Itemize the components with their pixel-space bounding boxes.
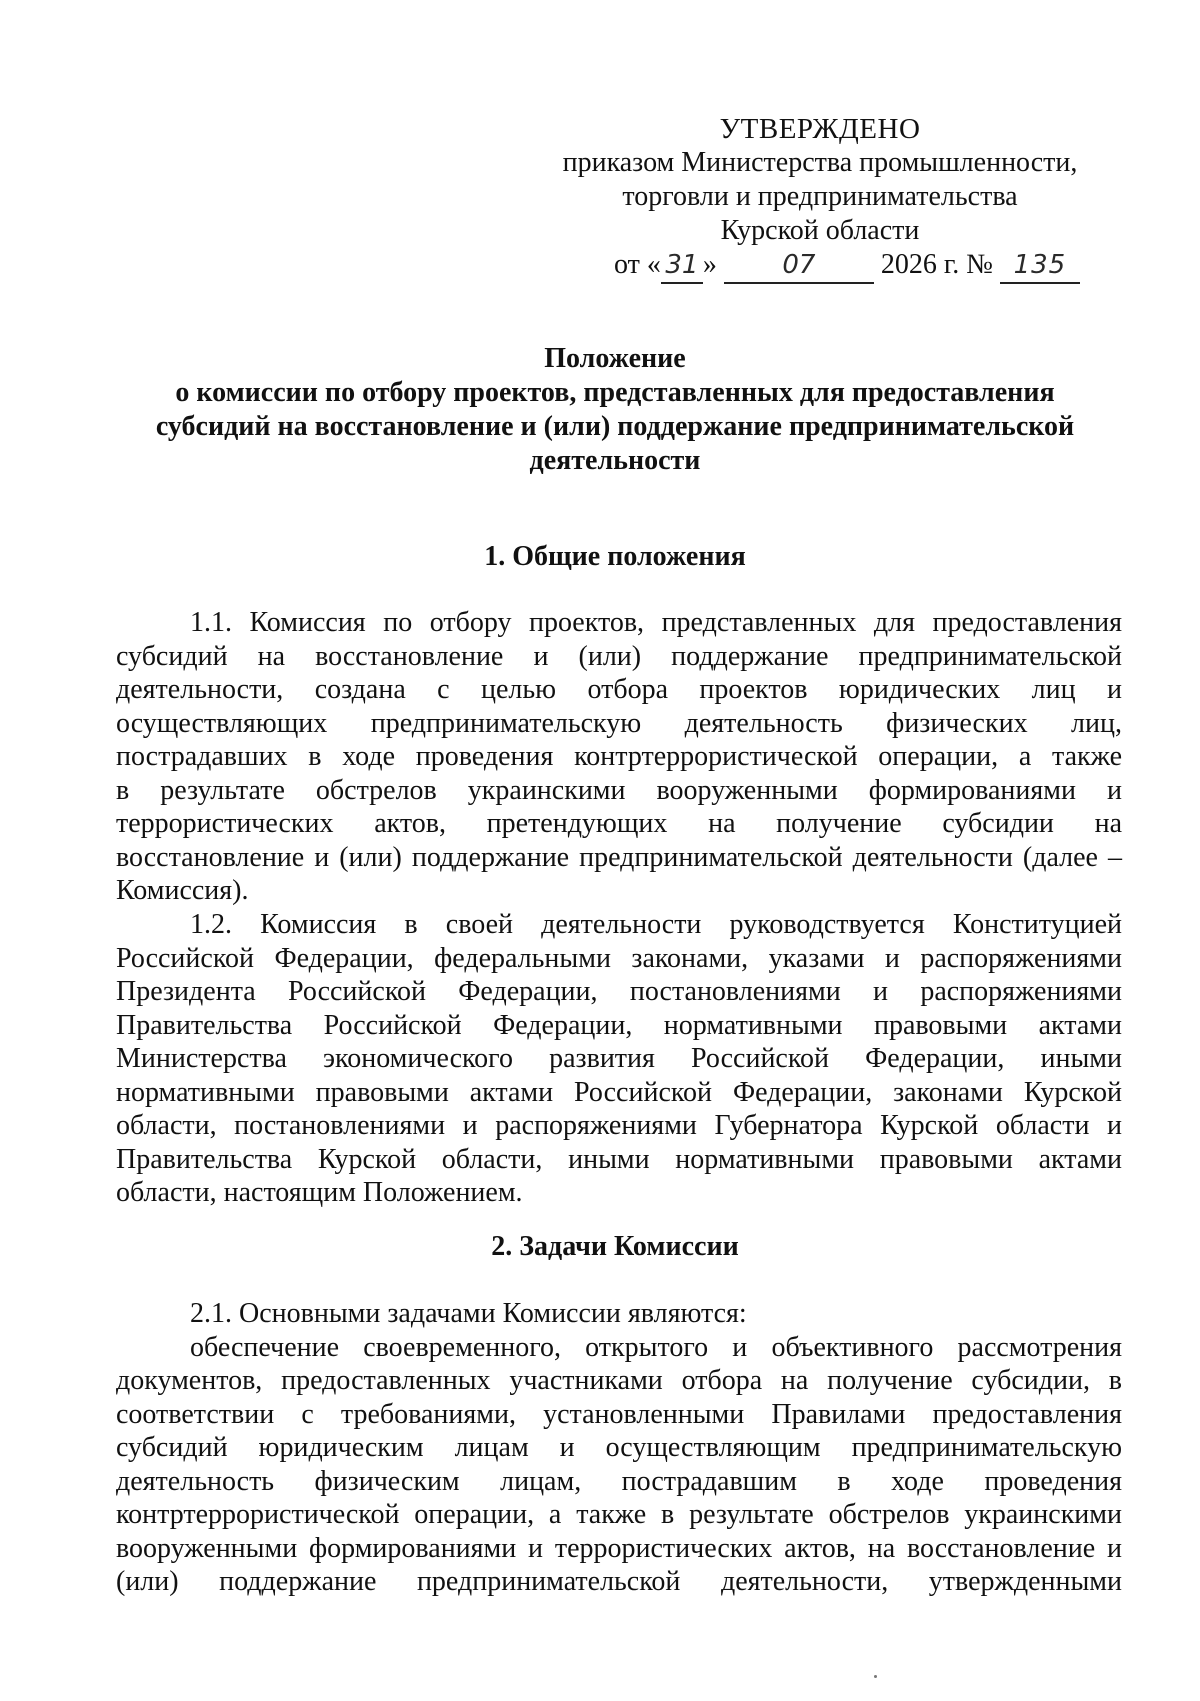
date-prefix: от « [614,249,661,280]
title-line-2: о комиссии по отбору проектов, представленных для предоставления [175,377,1055,408]
paragraph-line: вооруженными формированиями и террористических актов, на восстановление и [116,1532,1122,1564]
handwritten-month: 07 [724,248,874,284]
title-line-4: деятельности [529,445,701,476]
document-title [110,342,1120,478]
paragraph-line: террористических актов, претендующих на получение субсидии на [116,808,1122,839]
paragraph-line: субсидий на восстановление и (или) поддержание предпринимательской [116,640,1122,672]
approval-title: УТВЕРЖДЕНО [719,113,921,145]
handwritten-day: 31 [661,248,703,284]
paragraph-line: субсидий юридическим лицам и осуществляющим предпринимательскую [116,1432,1122,1463]
handwritten-order-number: 135 [1000,248,1080,284]
paragraph-line: деятельности, создана с целью отбора проектов юридических лиц и [116,674,1122,705]
paragraph-line: 2.1. Основными задачами Комиссии являются: [190,1298,747,1329]
paragraph-line: обеспечение своевременного, открытого и объективного рассмотрения [190,1331,1122,1363]
paragraph-line: 1.2. Комиссия в своей деятельности руководствуется Конституцией [190,909,1122,940]
date-mid: » [702,249,717,280]
paragraph-line: в результате обстрелов украинскими вооруженными формированиями и [116,774,1122,806]
paragraph-line: Правительства Российской Федерации, нормативными правовыми актами [116,1009,1122,1041]
paragraph-line: документов, предоставленных участниками отбора на получение субсидии, в [116,1365,1122,1396]
approval-line-1: приказом Министерства промышленности, [562,147,1078,178]
paragraph-line: области, постановлениями и распоряжениями Губернатора Курской области и [116,1110,1122,1141]
title-line-3: субсидий на восстановление и (или) поддержание предпринимательской [155,411,1075,442]
paragraph-line: Комиссия). [116,875,249,906]
paragraph-1-1 [116,606,1122,908]
paragraph-line: (или) поддержание предпринимательской деятельности, утвержденными [116,1566,1122,1597]
approval-block [560,112,1080,284]
year-and-number-label: 2026 г. № [880,249,993,280]
approval-line-2: торговли и предпринимательства [622,181,1018,212]
paragraph-1-2 [116,908,1122,1210]
paragraph-line: нормативными правовыми актами Российской Федерации, законами Курской [116,1076,1122,1108]
approval-date-line [560,248,1080,284]
paragraph-line: пострадавших в ходе проведения контртеррористической операции, а также [116,741,1122,772]
section-2-heading: 2. Задачи Комиссии [491,1231,739,1262]
scan-artifact-dot [874,1675,877,1678]
paragraph-line: Правительства Курской области, иными нормативными правовыми актами [116,1143,1122,1175]
paragraph-line: Российской Федерации, федеральными законами, указами и распоряжениями [116,942,1122,974]
paragraph-line: соответствии с требованиями, установленными Правилами предоставления [116,1398,1122,1430]
paragraph-2-1 [116,1297,1122,1599]
paragraph-line: Президента Российской Федерации, постановлениями и распоряжениями [116,976,1122,1007]
paragraph-line: восстановление и (или) поддержание предпринимательской деятельности (далее – [116,841,1122,873]
approval-line-3: Курской области [720,215,920,246]
paragraph-line: деятельность физическим лицам, пострадавшим в ходе проведения [116,1465,1122,1497]
paragraph-line: осуществляющих предпринимательскую деятельность физических лиц, [116,707,1122,739]
paragraph-line: контртеррористической операции, а также в результате обстрелов украинскими [116,1499,1122,1530]
paragraph-line: Министерства экономического развития Российской Федерации, иными [116,1043,1122,1074]
title-line-1: Положение [544,343,686,374]
section-1-heading: 1. Общие положения [484,541,746,572]
paragraph-line: 1.1. Комиссия по отбору проектов, представленных для предоставления [190,607,1122,638]
paragraph-line: области, настоящим Положением. [116,1177,523,1208]
